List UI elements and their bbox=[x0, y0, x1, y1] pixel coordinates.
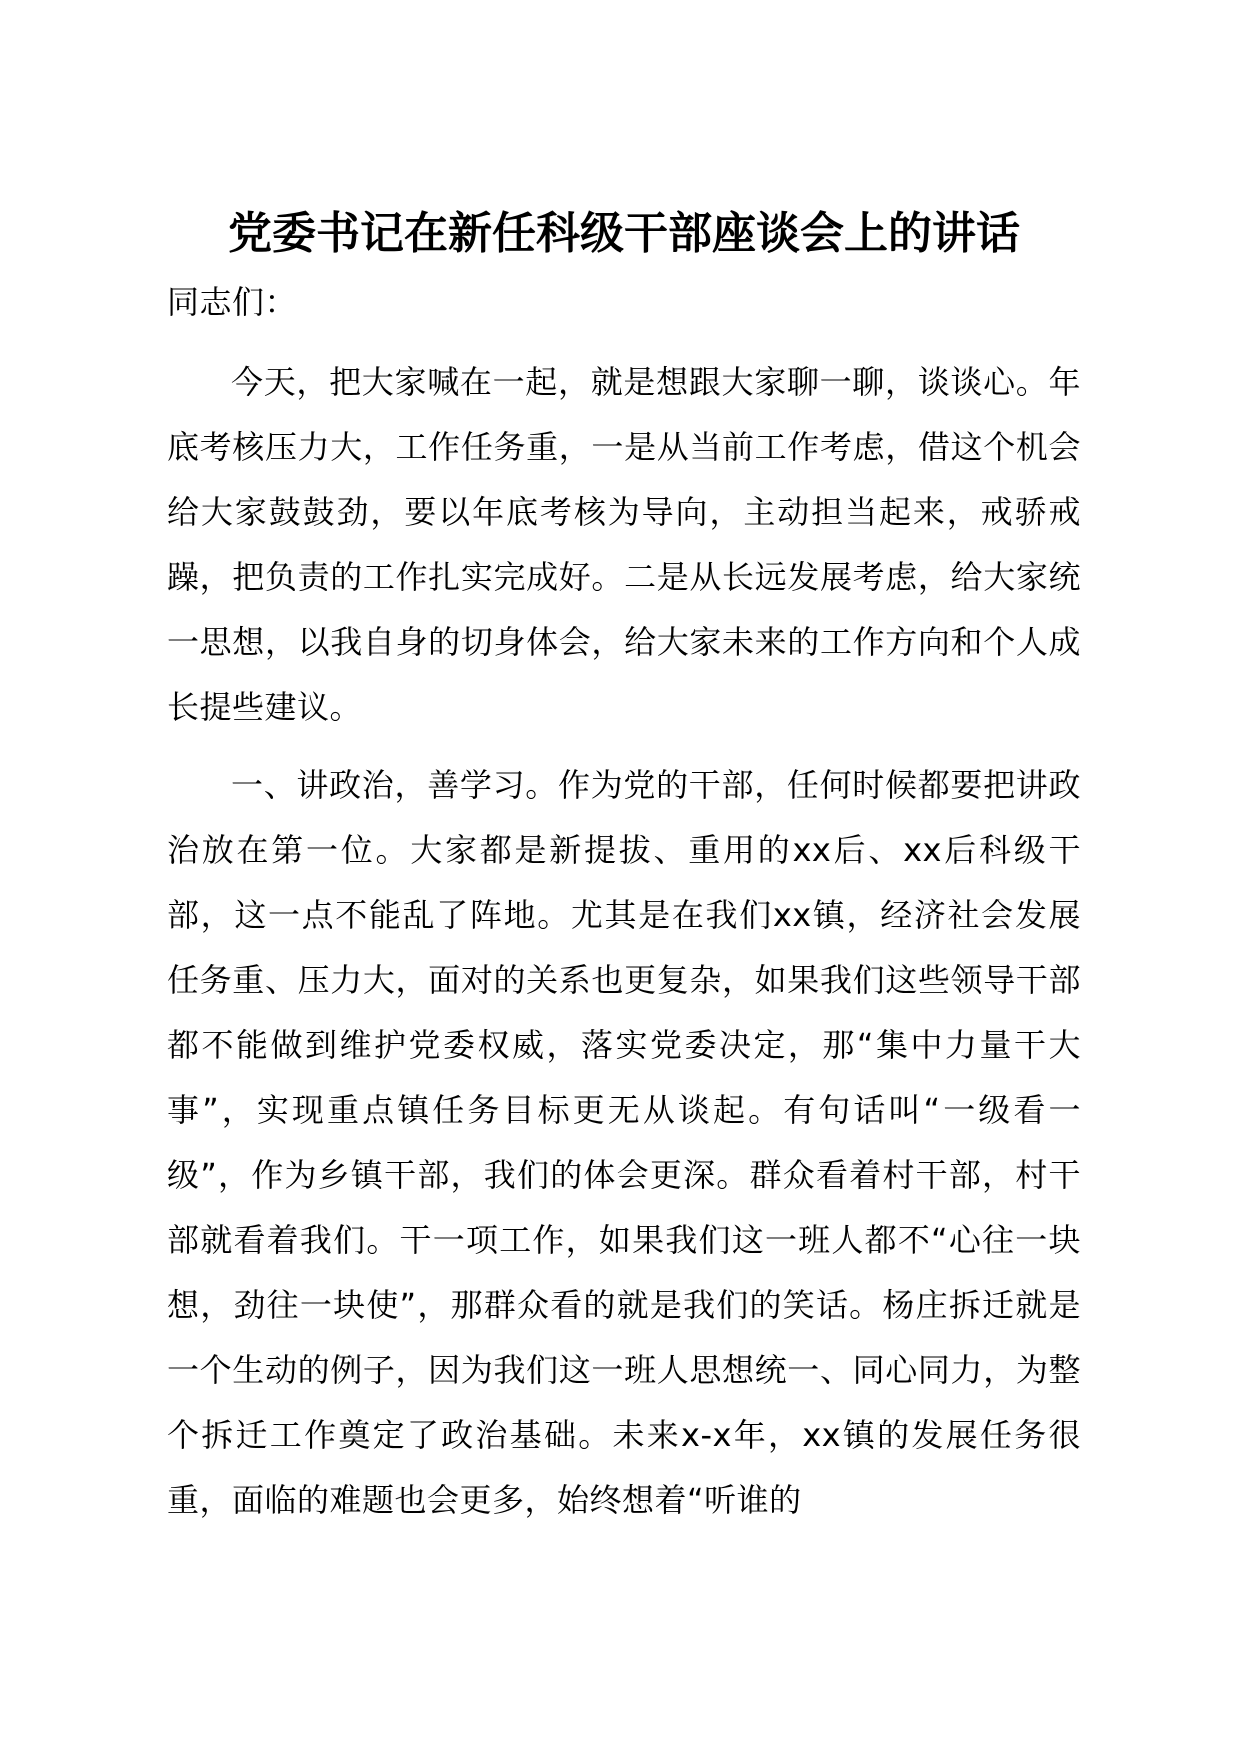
salutation: 同志们： bbox=[167, 283, 298, 321]
paragraph-section-one: 一、讲政治，善学习。作为党的干部，任何时候都要把讲政治放在第一位。大家都是新提拔、重用的xx后、xx后科级干部，这一点不能乱了阵地。尤其是在我们xx镇，经济社会发展任务重、压力大，面对的关系也更复杂，如果我们这些领导干部都不能做到维护党委权威，落实党委决定，那“集中力量干大事”，实现重点镇任务目标更无从谈起。有句话叫“一级看一级”，作为乡镇干部，我们的体会更深。群众看着村干部，村干部就看着我们。干一项工作，如果我们这一班人都不“心往一块想，劲往一块使”，那群众看的就是我们的笑话。杨庄拆迁就是一个生动的例子，因为我们这一班人思想统一、同心同力，为整个拆迁工作奠定了政治基础。未来x-x年，xx镇的发展任务很重，面临的难题也会更多，始终想着“听谁的 bbox=[167, 766, 1081, 1519]
document-title: 党委书记在新任科级干部座谈会上的讲话 bbox=[228, 208, 1020, 259]
document-body bbox=[167, 196, 1081, 1533]
paragraph-intro: 今天，把大家喊在一起，就是想跟大家聊一聊，谈谈心。年底考核压力大，工作任务重，一是从当前工作考虑，借这个机会给大家鼓鼓劲，要以年底考核为导向，主动担当起来，戒骄戒躁，把负责的工作扎实完成好。二是从长远发展考虑，给大家统一思想，以我自身的切身体会，给大家未来的工作方向和个人成长提些建议。 bbox=[167, 363, 1081, 726]
